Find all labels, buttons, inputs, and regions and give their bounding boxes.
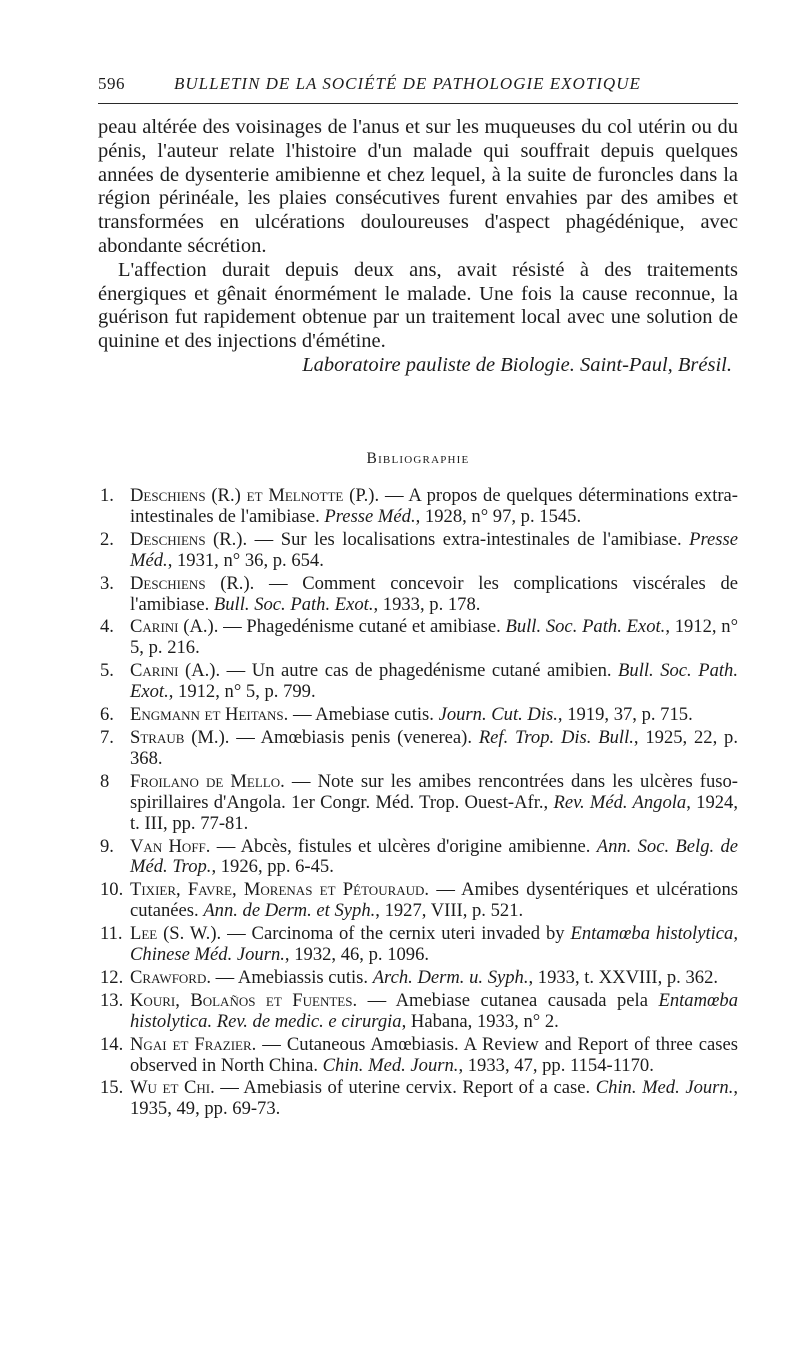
reference-text: — Phagedénisme cutané et amibiase. <box>218 616 506 638</box>
reference-number: 13. <box>100 989 124 1011</box>
bibliography-entry <box>98 1078 738 1120</box>
reference-details: , 1935, 49, pp. 69-73. <box>130 1077 739 1120</box>
reference-details: , 1925, 22, p. 368. <box>130 726 738 769</box>
paragraph-1: peau altérée des voisinages de l'anus et sur les muqueuses du col utérin ou du pénis, l'auteur relate l'histoire d'un malade qui souffrait depuis quelques années de dysenterie amibienne et chez lequel, à la suite de furoncles dans la région périnéale, les plaies consécutives furent envahies par des amibes et transformées en ulcérations douloureuses d'aspect phagédénique, avec abondante sécrétion. <box>98 116 738 257</box>
reference-journal: Chin. Med. Journ. <box>322 1054 459 1076</box>
reference-details: , 1931, n° 36, p. 654. <box>167 549 324 571</box>
reference-text: — Amebiase cutanea causada pela <box>357 989 659 1011</box>
reference-journal: Entamœba histolytica, Chinese Méd. Journ. <box>130 923 738 966</box>
reference-text: — Amebiassis cutis. <box>211 966 373 988</box>
reference-details: , Habana, 1933, n° 2. <box>401 1010 559 1032</box>
bibliography-entry <box>98 1035 738 1077</box>
reference-journal: Bull. Soc. Path. Exot. <box>213 593 374 615</box>
bibliography-entry <box>98 728 738 770</box>
reference-authors: Deschiens (R.). <box>130 572 255 594</box>
reference-authors: Wu et Chi. <box>130 1077 215 1099</box>
reference-details: , 1933, 47, pp. 1154-1170. <box>458 1054 654 1076</box>
reference-text: — A propos de quelques déterminations extra-intestinales de l'amibiase. <box>130 485 738 527</box>
reference-journal: Chin. Med. Journ. <box>595 1077 734 1099</box>
reference-authors: Ngai et Frazier. <box>130 1033 257 1055</box>
reference-number: 6. <box>100 704 114 726</box>
reference-details: , 1932, 46, p. 1096. <box>284 944 430 966</box>
reference-number: 1. <box>100 485 114 506</box>
bibliography-entry <box>98 991 738 1033</box>
bibliography-entry <box>98 661 738 703</box>
reference-number: 3. <box>100 572 114 594</box>
reference-details: , 1912, n° 5, p. 216. <box>130 616 739 659</box>
reference-authors: Straub (M.). <box>130 726 230 748</box>
reference-number: 2. <box>100 528 114 550</box>
bibliography-entry <box>98 574 738 616</box>
reference-authors: Crawford. <box>130 966 212 988</box>
reference-journal: Bull. Soc. Path. Exot. <box>130 660 738 703</box>
reference-details: , 1924, t. III, pp. 77-81. <box>130 791 738 834</box>
bibliography-list <box>98 486 738 1122</box>
reference-journal: Bull. Soc. Path. Exot. <box>505 616 666 638</box>
author-affiliation: Laboratoire pauliste de Biologie. Saint-Paul, Brésil. <box>302 353 732 376</box>
reference-journal: Ann. Soc. Belg. de Méd. Trop. <box>130 835 739 878</box>
reference-details: , 1926, pp. 6-45. <box>211 856 334 878</box>
reference-number: 7. <box>100 726 114 748</box>
bibliography-entry <box>98 530 738 572</box>
reference-text: — Amibes dysentériques et ulcérations cutanées. <box>130 879 738 922</box>
reference-number: 4. <box>100 616 114 638</box>
reference-authors: Deschiens (R.) et Melnotte (P.). <box>130 485 380 506</box>
header-rule <box>98 103 738 104</box>
reference-journal: Rev. Méd. Angola <box>553 791 687 813</box>
bibliography-entry <box>98 705 738 726</box>
running-header <box>98 74 748 100</box>
reference-details: , 1912, n° 5, p. 799. <box>168 681 316 703</box>
reference-journal: Ann. de Derm. et Syph. <box>203 900 376 922</box>
reference-number: 12. <box>100 966 124 988</box>
reference-text: — Un autre cas de phagedénisme cutané amibien. <box>220 660 619 682</box>
reference-authors: Deschiens (R.). <box>130 528 248 550</box>
reference-journal: Journ. Cut. Dis. <box>438 704 558 726</box>
page-number: 596 <box>98 74 125 93</box>
reference-number: 8 <box>100 770 110 792</box>
bibliography-entry <box>98 968 738 989</box>
reference-authors: Van Hoff. <box>130 835 211 857</box>
bibliography-heading: Bibliographie <box>366 450 470 467</box>
reference-number: 9. <box>100 835 114 857</box>
reference-text: — Amœbiasis penis (venerea). <box>229 726 479 748</box>
reference-number: 11. <box>100 923 123 945</box>
paragraph-2: L'affection durait depuis deux ans, avait résisté à des traitements énergiques et gênait énormément le malade. Une fois la cause reconnue, la guérison fut rapidement obtenue par un traitement local avec une solution de quinine et des injections d'émétine. <box>98 258 738 353</box>
bibliography-entry <box>98 772 738 835</box>
reference-authors: Tixier, Favre, Morenas et Pétouraud. <box>130 879 430 901</box>
reference-journal: Entamœba histolytica. Rev. de medic. e cirurgia <box>130 989 739 1032</box>
bibliography-entry <box>98 924 738 966</box>
reference-number: 14. <box>100 1033 124 1055</box>
reference-authors: Carini (A.). <box>130 616 219 638</box>
reference-authors: Engmann et Heitans. <box>130 704 289 726</box>
reference-journal: Ref. Trop. Dis. Bull. <box>478 726 634 748</box>
reference-journal: Presse Méd. <box>324 505 416 527</box>
reference-authors: Froilano de Mello. <box>130 770 285 792</box>
reference-text: — Sur les localisations extra-intestinales de l'amibiase. <box>247 528 690 550</box>
reference-text: — Comment concevoir les complications viscérales de l'amibiase. <box>130 572 738 615</box>
bibliography-entry <box>98 486 738 528</box>
reference-journal: Arch. Derm. u. Syph. <box>372 966 529 988</box>
reference-number: 10. <box>100 879 124 901</box>
reference-text: — Cutaneous Amœbiasis. A Review and Report of three cases observed in North China. <box>130 1033 738 1076</box>
reference-number: 15. <box>100 1077 124 1099</box>
reference-details: , 1933, p. 178. <box>373 593 481 615</box>
reference-details: , 1933, t. XXVIII, p. 362. <box>528 966 719 988</box>
reference-text: — Amebiasis of uterine cervix. Report of a case. <box>214 1077 596 1099</box>
reference-authors: Kouri, Bolaños et Fuentes. <box>130 989 358 1011</box>
bibliography-entry <box>98 837 738 879</box>
reference-authors: Carini (A.). <box>130 660 221 682</box>
reference-details: , 1928, n° 97, p. 1545. <box>415 505 582 527</box>
reference-text: — Carcinoma of the cernix uteri invaded by <box>221 923 571 945</box>
bibliography-entry <box>98 880 738 922</box>
reference-number: 5. <box>100 660 114 682</box>
reference-details: , 1919, 37, p. 715. <box>557 704 693 726</box>
reference-text: — Note sur les amibes rencontrées dans les ulcères fuso-spirillaires d'Angola. 1er Congr. Méd. Trop. Ouest-Afr., <box>130 770 739 813</box>
bibliography-entry <box>98 617 738 659</box>
reference-text: — Amebiase cutis. <box>288 704 439 726</box>
reference-authors: Lee (S. W.). <box>130 923 222 945</box>
article-body <box>98 116 738 378</box>
reference-journal: Presse Méd. <box>130 528 738 571</box>
running-title: BULLETIN DE LA SOCIÉTÉ DE PATHOLOGIE EXOTIQUE <box>174 74 641 93</box>
reference-details: , 1927, VIII, p. 521. <box>375 900 524 922</box>
reference-text: — Abcès, fistules et ulcères d'origine amibienne. <box>210 835 597 857</box>
